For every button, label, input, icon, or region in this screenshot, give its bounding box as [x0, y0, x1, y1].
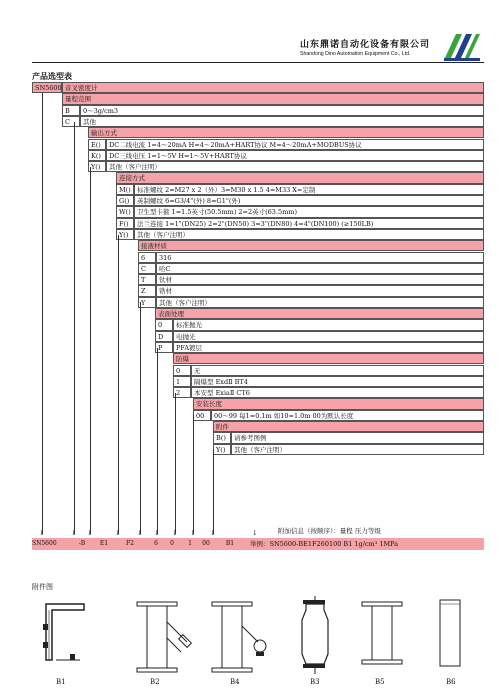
guide-line — [157, 348, 158, 534]
figure-label-b1: B1 — [56, 678, 66, 686]
example-text: 举例：SN5600-BE1F260100 B1 1g/cm³ 1MPa — [250, 540, 399, 548]
option-code: Y — [138, 297, 156, 308]
model-code: SN5600 — [32, 82, 62, 93]
figures-title: 附件图 — [32, 583, 53, 591]
group-title: 连接方式 — [116, 172, 484, 183]
guide-line — [193, 415, 194, 534]
option-desc: 锆材 — [156, 285, 484, 296]
option-desc: 其他 — [80, 116, 484, 127]
model-name: 音叉密度计 — [62, 82, 484, 93]
arrow-icon: ↓ — [39, 529, 45, 537]
figure-b3-vessel — [298, 594, 332, 676]
company-name-cn: 山东鼎诺自动化设备有限公司 — [300, 40, 431, 50]
option-desc: 卫生型卡箍 1=1.5英寸(50.5mm) 2=2英寸(63.5mm) — [134, 206, 484, 217]
option-desc: 其他（客户注明） — [231, 444, 484, 455]
arrow-icon: ↓ — [252, 529, 258, 537]
guide-line — [74, 122, 75, 534]
option-code: B — [62, 105, 80, 116]
group-title: 防爆 — [173, 353, 484, 364]
figure-b1-bracket — [40, 598, 90, 670]
option-code: G() — [116, 195, 134, 206]
arrow-icon: ↓ — [87, 529, 93, 537]
figure-b4-pipe-with-sensor — [210, 598, 270, 676]
option-code: D — [155, 331, 173, 342]
group-title: 输出方式 — [88, 127, 484, 138]
figure-b6-plate — [436, 596, 466, 672]
option-desc: 请参考图例 — [231, 432, 484, 443]
option-desc: DC二线电流 1=4～20mA H=4～20mA+HART协议 M=4～20mA+MODBUS协议 — [106, 139, 484, 150]
example-code: E1 — [99, 540, 109, 547]
group-title: 接液材质 — [138, 240, 484, 251]
option-code: 2 — [173, 387, 191, 398]
example-code: 1 — [188, 540, 192, 547]
guide-line — [140, 302, 141, 534]
option-desc: 标准螺纹 2=M27 x 2（外）3=M30 x 1.5 4=M33 X=定制 — [134, 184, 484, 195]
group-title: 附件 — [213, 421, 484, 432]
option-code: Y() — [213, 444, 231, 455]
arrow-icon: ↓ — [190, 529, 196, 537]
arrow-icon: ↓ — [115, 529, 121, 537]
figure-label-b5: B5 — [375, 678, 385, 686]
example-code: 0 — [170, 540, 174, 547]
option-desc: 其他（客户注明） — [106, 161, 484, 172]
option-code: 00 — [193, 410, 211, 421]
option-code: 6 — [138, 252, 156, 263]
extra-info: 附加信息（按顺序）：量程 压力等级 — [278, 527, 381, 535]
arrow-icon: ↓ — [154, 529, 160, 537]
option-desc: 电抛光 — [173, 331, 484, 342]
figure-label-b6: B6 — [446, 678, 456, 686]
figure-label-b4: B4 — [230, 678, 240, 686]
example-code: 6 — [154, 540, 158, 547]
option-code: E() — [88, 139, 106, 150]
company-name-en: Shandong Dino Automation Equipment Co., Ltd. — [300, 51, 411, 57]
group-title: 表面处理 — [155, 308, 484, 319]
option-code: M() — [116, 184, 134, 195]
option-code: W() — [116, 206, 134, 217]
example-code: 00 — [202, 540, 210, 547]
option-code: Y() — [88, 161, 106, 172]
option-desc: 钛材 — [156, 274, 484, 285]
example-code: B1 — [225, 540, 235, 547]
option-code: K() — [88, 150, 106, 161]
option-code: T — [138, 274, 156, 285]
option-desc: 英制螺纹 6=G3/4"(外) 8=G1"(外) — [134, 195, 484, 206]
option-desc: 其他（客户注明） — [134, 229, 484, 240]
option-desc: 法兰连接 1=1"(DN25) 2=2"(DN50) 3=3"(DN80) 4=4"(DN100) (≥150LB) — [134, 218, 484, 229]
example-code: SN5600 — [32, 540, 57, 547]
option-code: C — [62, 116, 80, 127]
option-desc: PFA镀层 — [173, 342, 484, 353]
arrow-icon: ↓ — [210, 529, 216, 537]
guide-line — [213, 449, 214, 534]
option-desc: 标准抛光 — [173, 319, 484, 330]
option-code: C — [138, 263, 156, 274]
guide-line — [90, 167, 91, 534]
option-desc: 无 — [191, 365, 484, 376]
option-desc: 316 — [156, 252, 484, 263]
figure-label-b2: B2 — [150, 678, 160, 686]
arrow-icon: ↓ — [172, 529, 178, 537]
section-title: 产品选型表 — [32, 72, 72, 81]
option-code: B() — [213, 432, 231, 443]
option-code: Y() — [116, 229, 134, 240]
example-code: F2 — [126, 540, 134, 547]
figure-b2-pipe — [135, 598, 200, 676]
group-title: 量程范围 — [62, 93, 484, 104]
guide-line — [118, 235, 119, 534]
option-desc: 隔爆型 ExdⅡ BT4 — [191, 376, 484, 387]
option-code: 0 — [155, 319, 173, 330]
option-desc: 0～3g/cm3 — [80, 105, 484, 116]
arrow-icon: ↓ — [71, 529, 77, 537]
arrow-icon: ↓ — [137, 529, 143, 537]
option-code: Z — [138, 285, 156, 296]
example-code: -B — [78, 540, 86, 547]
option-desc: DC三线电压 1=1～5V H=1～5V+HART协议 — [106, 150, 484, 161]
guide-line — [42, 93, 43, 534]
figure-label-b3: B3 — [310, 678, 320, 686]
option-code: 0 — [173, 365, 191, 376]
group-title: 安装长度 — [193, 398, 484, 409]
guide-line — [175, 393, 176, 534]
option-desc: 哈C — [156, 263, 484, 274]
option-desc: 本安型 ExiaⅡ CT6 — [191, 387, 484, 398]
option-desc: 00～99 每1=0.1m 如10=1.0m 00为默认长度 — [211, 410, 484, 421]
option-code: P — [155, 342, 173, 353]
option-desc: 其他（客户注明） — [156, 297, 484, 308]
figure-b5-spool — [360, 598, 404, 670]
option-code: F() — [116, 218, 134, 229]
option-code: 1 — [173, 376, 191, 387]
